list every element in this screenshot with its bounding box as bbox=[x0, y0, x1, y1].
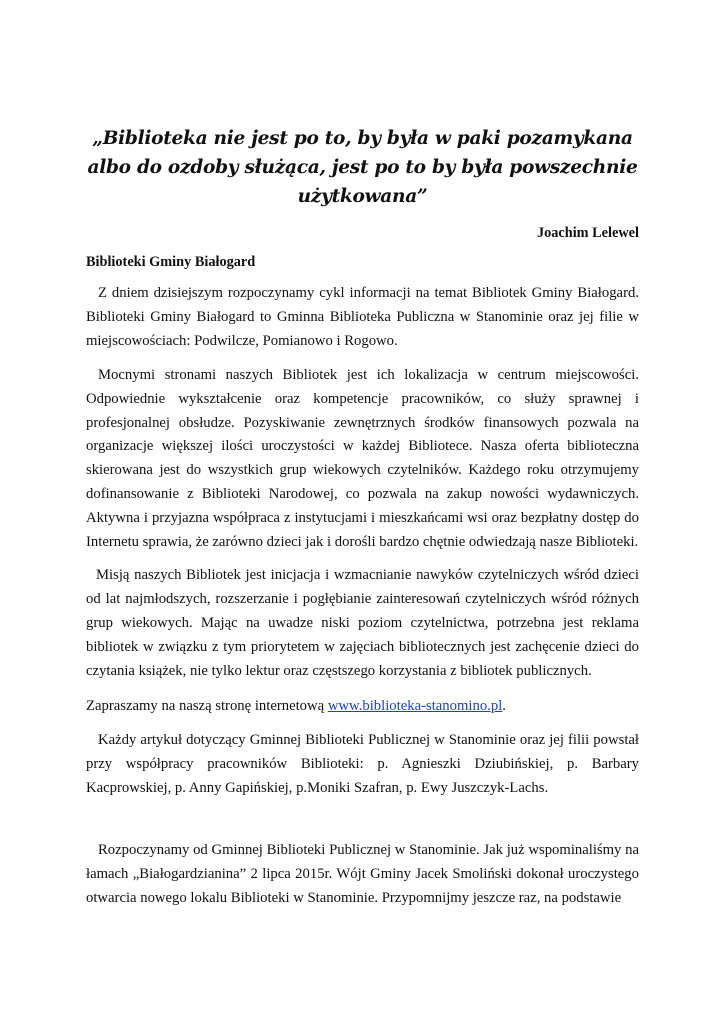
paragraph-strengths: Mocnymi stronami naszych Bibliotek jest ich lokalizacja w centrum miejscowości. Odpowiednie wykształcenie oraz kompetencje pracowników, co służy sprawnej i profesjonalnej obsłudze. Pozyskiwanie zewnętrznych środków finansowych pozwala na organizacje większej ilości uroczystości w każdej Bibliotece. Nasza oferta biblioteczna skierowana jest do wszystkich grup wiekowych czytelników. Każdego roku otrzymujemy dofinansowanie z Biblioteki Narodowej, co pozwala na zakup nowości wydawniczych. Aktywna i przyjazna współpraca z instytucjami i mieszkańcami wsi oraz bezpłatny dostęp do Internetu sprawia, że zarówno dzieci jak i dorośli bardzo chętnie odwiedzają nasze Biblioteki. bbox=[86, 366, 639, 551]
quote-author: Joachim Lelewel bbox=[536, 225, 639, 241]
paragraph-credits: Każdy artykuł dotyczący Gminnej Biblioteki Publicznej w Stanominie oraz jej filii powstał przy współpracy pracowników Biblioteki: p. Agnieszki Dziubińskiej, p. Barbary Kacprowskiej, p. Anny Gapińskiej, p.Moniki Szafran, p. Ewy Juszczyk-Lachs. bbox=[86, 732, 639, 797]
website-text: Zapraszamy na naszą stronę internetową bbox=[86, 697, 328, 714]
website-suffix: . bbox=[502, 697, 506, 714]
paragraph-intro: Z dniem dzisiejszym rozpoczynamy cykl informacji na temat Bibliotek Gminy Białogard. Biblioteki Gminy Białogard to Gminna Biblioteka Publiczna w Stanominie oraz jej filie w miejscowościach: Podwilcze, Pomianowo i Rogowo. bbox=[86, 285, 639, 349]
document-page bbox=[86, 124, 639, 911]
motto-quote: „Biblioteka nie jest po to, by była w paki pozamykana albo do ozdoby służąca, jest po to by była powszechnie użytkowana” bbox=[87, 128, 638, 207]
paragraph-stanomino: Rozpoczynamy od Gminnej Biblioteki Publicznej w Stanominie. Jak już wspominaliśmy na łamach „Białogardzianina” 2 lipca 2015r. Wójt Gminy Jacek Smoliński dokonał uroczystego otwarcia nowego lokalu Biblioteki w Stanominie. Przypomnijmy jeszcze raz, na podstawie bbox=[86, 842, 639, 906]
section-heading: Biblioteki Gminy Białogard bbox=[86, 254, 256, 270]
website-link[interactable]: www.biblioteka-stanomino.pl bbox=[327, 697, 503, 714]
paragraph-website bbox=[86, 695, 639, 719]
paragraph-mission: Misją naszych Bibliotek jest inicjacja i wzmacnianie nawyków czytelniczych wśród dzieci od lat najmłodszych, rozszerzanie i pogłębianie zainteresowań czytelniczych wśród różnych grup wiekowych. Mając na uwadze niski poziom czytelnictwa, potrzebna jest reklama bibliotek w związku z tym priorytetem w zajęciach bibliotecznych jest zachęcenie dzieci do czytania książek, nie tylko lektur oraz częstszego korzystania z bibliotek publicznych. bbox=[86, 566, 639, 679]
